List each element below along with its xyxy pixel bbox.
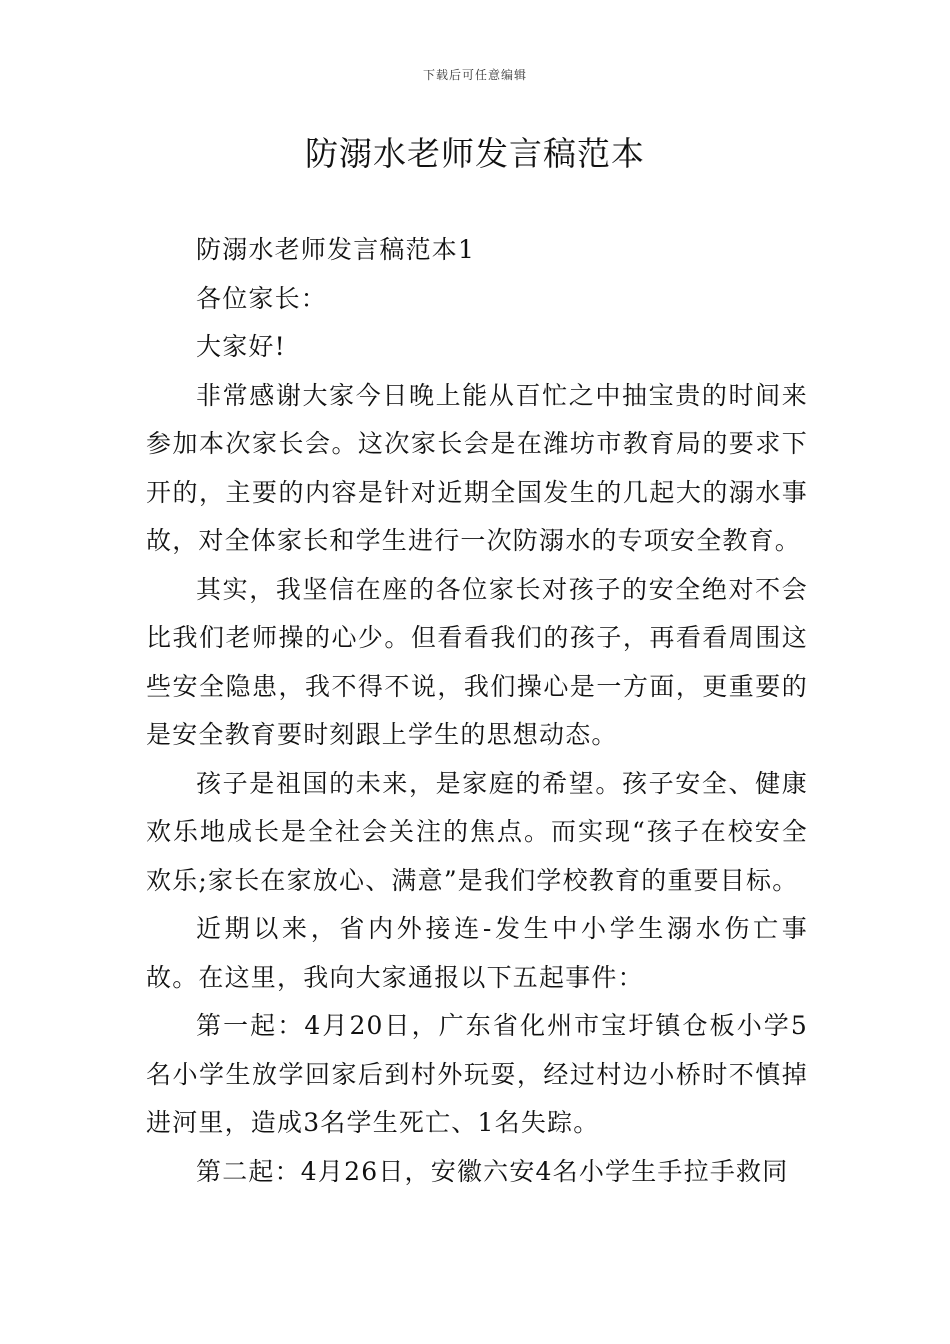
document-body — [146, 226, 808, 1196]
paragraph: 其实，我坚信在座的各位家长对孩子的安全绝对不会比我们老师操的心少。但看看我们的孩子，再看看周围这些安全隐患，我不得不说，我们操心是一方面，更重要的是安全教育要时刻跟上学生的思想动态。 — [146, 574, 808, 749]
paragraph: 第一起：4月20日，广东省化州市宝圩镇仓板小学5名小学生放学回家后到村外玩耍，经过村边小桥时不慎掉进河里，造成3名学生死亡、1名失踪。 — [146, 1011, 808, 1137]
paragraph: 非常感谢大家今日晚上能从百忙之中抽宝贵的时间来参加本次家长会。这次家长会是在潍坊市教育局的要求下开的，主要的内容是针对近期全国发生的几起大的溺水事故，对全体家长和学生进行一次防溺水的专项安全教育。 — [146, 380, 808, 555]
paragraph: 近期以来，省内外接连-发生中小学生溺水伤亡事故。在这里，我向大家通报以下五起事件： — [146, 914, 808, 992]
header-note: 下载后可任意编辑 — [422, 68, 527, 82]
paragraph-salutation: 各位家长： — [196, 283, 328, 313]
paragraph: 孩子是祖国的未来，是家庭的希望。孩子安全、健康欢乐地成长是全社会关注的焦点。而实现“孩子在校安全欢乐;家长在家放心、满意”是我们学校教育的重要目标。 — [146, 768, 808, 895]
paragraph-greeting: 大家好! — [196, 332, 286, 361]
paragraph-subtitle: 防溺水老师发言稿范本1 — [196, 235, 476, 264]
paragraph: 第二起：4月26日，安徽六安4名小学生手拉手救同 — [196, 1156, 789, 1186]
document-title: 防溺水老师发言稿范本 — [305, 134, 645, 173]
